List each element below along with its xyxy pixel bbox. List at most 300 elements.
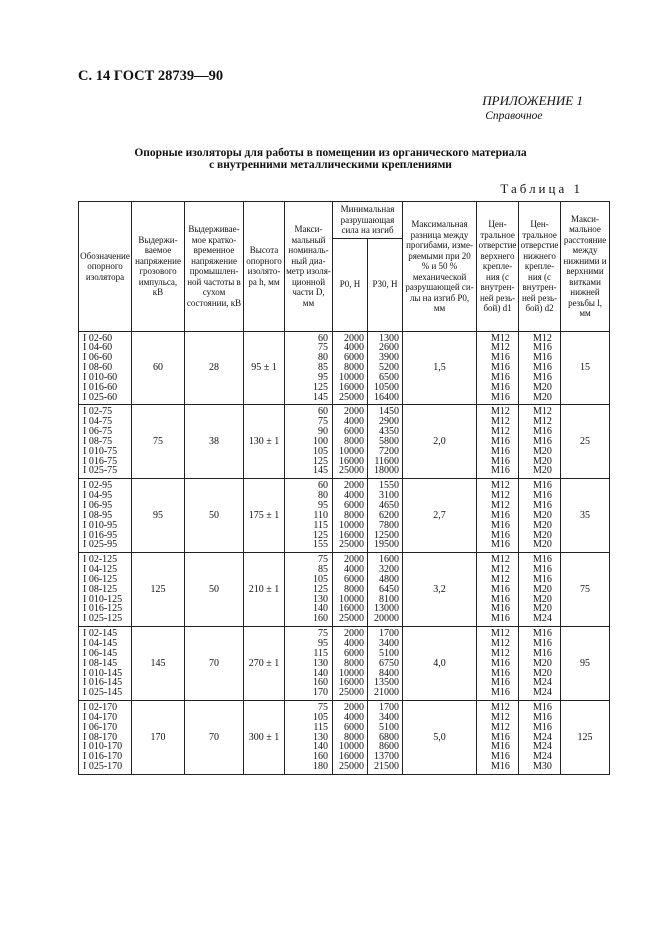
page-header: С. 14 ГОСТ 28739—90 — [78, 68, 224, 84]
cell-voltage-ac: 70 — [185, 627, 244, 701]
cell-diameter-value: 140 — [313, 667, 328, 679]
cell-d1-value: M16 — [491, 677, 510, 689]
cell-p0-value: 6000 — [344, 647, 364, 659]
cell-p0-value: 10000 — [339, 741, 364, 753]
cell-diameter-value: 100 — [313, 435, 328, 447]
cell-p30-value: 18000 — [374, 465, 400, 477]
header-d2: Центральное отверстие нижнего крепления (с внутренней резьбой) d2 — [519, 202, 561, 332]
cell-p30-value: 6450 — [379, 583, 400, 595]
cell-designation-value: I 04-60 — [83, 342, 113, 354]
cell-d1-value: M12 — [491, 573, 510, 585]
cell-deflection-diff: 2,0 — [403, 405, 477, 479]
cell-p0-value: 8000 — [344, 509, 364, 521]
cell-designation-value: I 08-60 — [83, 362, 113, 374]
cell-designation-value: I 010-145 — [83, 667, 123, 679]
header-height: Высота опорного изолятора h, мм — [244, 202, 285, 332]
cell-p30-value: 19500 — [374, 539, 400, 551]
cell-d2-value: M20 — [533, 657, 552, 669]
cell-p30-value: 4650 — [379, 500, 400, 511]
cell-designation-value: I 04-75 — [83, 416, 113, 428]
cell-d2-value: M16 — [533, 573, 552, 585]
cell-d1-value: M12 — [491, 721, 510, 733]
cell-p0-value: 4000 — [344, 637, 364, 649]
cell-diameter — [285, 331, 333, 405]
cell-d2-value: M24 — [533, 613, 552, 625]
table-number-label: Таблица 1 — [500, 181, 583, 196]
cell-p30-value: 1700 — [379, 702, 400, 714]
cell-designation — [79, 701, 132, 775]
cell-designation-value: I 04-170 — [83, 711, 118, 723]
cell-p0 — [333, 479, 368, 553]
cell-p30-value: 21500 — [374, 761, 400, 773]
cell-p30-value: 3900 — [379, 352, 400, 364]
cell-diameter-value: 75 — [318, 628, 328, 640]
cell-p30-value: 16400 — [374, 391, 400, 403]
cell-d1-value: M16 — [491, 761, 510, 773]
table-body — [79, 331, 610, 774]
cell-p30-value: 4800 — [379, 573, 400, 585]
cell-voltage-impulse: 75 — [132, 405, 185, 479]
cell-diameter-value: 130 — [313, 731, 328, 743]
cell-p0 — [333, 627, 368, 701]
cell-designation-value: I 02-125 — [83, 554, 118, 566]
cell-voltage-ac: 50 — [185, 553, 244, 627]
cell-diameter-value: 145 — [313, 391, 328, 403]
table-row — [79, 479, 610, 553]
cell-p30-value: 5200 — [379, 362, 400, 374]
cell-d1-value: M12 — [491, 332, 510, 344]
cell-p0-value: 16000 — [339, 529, 364, 541]
cell-d1-value: M16 — [491, 667, 510, 679]
cell-p0-value: 16000 — [339, 677, 364, 689]
header-name: Обозначение опорного изолятора — [79, 202, 132, 332]
cell-diameter-value: 125 — [313, 455, 328, 467]
cell-p30-value: 13700 — [374, 751, 400, 763]
cell-d2-value: M16 — [533, 500, 552, 511]
appendix-label — [482, 93, 583, 122]
cell-d1-value: M12 — [491, 564, 510, 576]
cell-d2-value: M16 — [533, 342, 552, 354]
table-row — [79, 701, 610, 775]
cell-d1-value: M16 — [491, 539, 510, 551]
cell-d2 — [519, 479, 561, 553]
cell-p30-value: 5100 — [379, 721, 400, 733]
cell-diameter-value: 110 — [313, 509, 328, 521]
cell-p30-value: 7200 — [379, 445, 400, 457]
cell-p0-value: 2000 — [344, 406, 364, 418]
cell-diameter-value: 130 — [313, 593, 328, 605]
cell-p0-value: 2000 — [344, 702, 364, 714]
cell-d2-value: M20 — [533, 529, 552, 541]
cell-d1-value: M12 — [491, 416, 510, 428]
cell-d2-value: M16 — [533, 480, 552, 492]
cell-p30-value: 3200 — [379, 564, 400, 576]
cell-p0-value: 4000 — [344, 564, 364, 576]
cell-p30-value: 3400 — [379, 637, 400, 649]
cell-designation-value: I 016-95 — [83, 529, 118, 541]
cell-p0-value: 25000 — [339, 613, 364, 625]
cell-d1 — [477, 701, 519, 775]
cell-d1-value: M16 — [491, 731, 510, 743]
cell-d1-value: M16 — [491, 455, 510, 467]
cell-diameter-value: 160 — [313, 613, 328, 625]
cell-diameter-value: 75 — [318, 342, 328, 354]
cell-designation-value: I 016-145 — [83, 677, 123, 689]
cell-d1 — [477, 627, 519, 701]
cell-d1-value: M16 — [491, 381, 510, 393]
cell-p0-value: 10000 — [339, 667, 364, 679]
cell-p0-value: 16000 — [339, 455, 364, 467]
cell-p30-value: 20000 — [374, 613, 400, 625]
cell-designation-value: I 010-75 — [83, 445, 118, 457]
cell-diameter-value: 75 — [318, 702, 328, 714]
cell-diameter-value: 125 — [313, 583, 328, 595]
cell-d1-value: M16 — [491, 529, 510, 541]
cell-d2 — [519, 553, 561, 627]
cell-diameter-value: 125 — [313, 381, 328, 393]
cell-d1 — [477, 553, 519, 627]
cell-designation — [79, 331, 132, 405]
cell-voltage-ac: 70 — [185, 701, 244, 775]
cell-diameter-value: 160 — [313, 677, 328, 689]
cell-d2-value: M20 — [533, 667, 552, 679]
cell-d2 — [519, 701, 561, 775]
cell-deflection-diff: 1,5 — [403, 331, 477, 405]
cell-height: 300 ± 1 — [244, 701, 285, 775]
cell-d1-value: M12 — [491, 637, 510, 649]
cell-d1 — [477, 331, 519, 405]
cell-d2-value: M16 — [533, 426, 552, 438]
cell-d2-value: M30 — [533, 761, 552, 773]
cell-diameter-value: 95 — [318, 500, 328, 511]
table-row — [79, 331, 610, 405]
cell-distance: 75 — [561, 553, 610, 627]
cell-designation-value: I 016-60 — [83, 381, 118, 393]
cell-p30-value: 8600 — [379, 741, 400, 753]
cell-height: 270 ± 1 — [244, 627, 285, 701]
cell-p30-value: 13500 — [374, 677, 400, 689]
cell-d2-value: M24 — [533, 741, 552, 753]
cell-height: 130 ± 1 — [244, 405, 285, 479]
cell-diameter-value: 60 — [318, 480, 328, 492]
cell-p30-value: 5100 — [379, 647, 400, 659]
cell-d1-value: M12 — [491, 426, 510, 438]
cell-designation — [79, 405, 132, 479]
cell-deflection-diff: 3,2 — [403, 553, 477, 627]
cell-d1-value: M16 — [491, 509, 510, 521]
cell-diameter-value: 105 — [313, 445, 328, 457]
cell-voltage-impulse: 125 — [132, 553, 185, 627]
cell-diameter — [285, 701, 333, 775]
cell-d1-value: M12 — [491, 406, 510, 418]
cell-designation — [79, 479, 132, 553]
cell-p0-value: 25000 — [339, 539, 364, 551]
cell-d1-value: M16 — [491, 751, 510, 763]
cell-d1-value: M12 — [491, 500, 510, 511]
cell-diameter-value: 160 — [313, 751, 328, 763]
header-d1: Центральное отверстие верхнего крепления (с внутренней резьбой) d1 — [477, 202, 519, 332]
cell-diameter-value: 85 — [318, 564, 328, 576]
cell-diameter-value: 180 — [313, 761, 328, 773]
cell-diameter-value: 125 — [313, 529, 328, 541]
cell-p30-value: 21000 — [374, 687, 400, 699]
table-row — [79, 627, 610, 701]
cell-designation-value: I 02-75 — [83, 406, 113, 418]
cell-distance: 25 — [561, 405, 610, 479]
table-title — [78, 147, 583, 171]
cell-d1-value: M16 — [491, 603, 510, 615]
cell-diameter-value: 105 — [313, 573, 328, 585]
header-distance: Максимальное расстояние между нижними и верхними витками нижней резьбы l, мм — [561, 202, 610, 332]
table-title-line-1: Опорные изоляторы для работы в помещении из органического материала — [134, 147, 527, 159]
cell-voltage-ac: 50 — [185, 479, 244, 553]
cell-diameter-value: 170 — [313, 687, 328, 699]
cell-p0-value: 16000 — [339, 751, 364, 763]
cell-designation-value: I 08-125 — [83, 583, 118, 595]
cell-d1-value: M16 — [491, 687, 510, 699]
cell-d2-value: M16 — [533, 564, 552, 576]
cell-designation-value: I 06-145 — [83, 647, 118, 659]
cell-p30-value: 6500 — [379, 371, 400, 383]
cell-p0-value: 2000 — [344, 628, 364, 640]
cell-diameter-value: 115 — [313, 647, 328, 659]
cell-d1-value: M16 — [491, 362, 510, 374]
cell-p0-value: 6000 — [344, 352, 364, 364]
cell-d1-value: M16 — [491, 391, 510, 403]
cell-p0-value: 10000 — [339, 519, 364, 531]
cell-d2-value: M24 — [533, 751, 552, 763]
cell-p30-value: 2600 — [379, 342, 400, 354]
cell-p0-value: 2000 — [344, 554, 364, 566]
cell-d2-value: M16 — [533, 435, 552, 447]
appendix-subtitle: Справочное — [485, 110, 543, 122]
cell-p30-value: 3400 — [379, 711, 400, 723]
cell-p30 — [368, 405, 403, 479]
cell-p0-value: 10000 — [339, 371, 364, 383]
cell-designation-value: I 010-170 — [83, 741, 123, 753]
cell-d1-value: M16 — [491, 445, 510, 457]
cell-p0-value: 16000 — [339, 381, 364, 393]
cell-voltage-impulse: 145 — [132, 627, 185, 701]
cell-p0-value: 25000 — [339, 687, 364, 699]
cell-diameter-value: 95 — [318, 637, 328, 649]
cell-p30-value: 13000 — [374, 603, 400, 615]
cell-designation-value: I 010-125 — [83, 593, 123, 605]
cell-d2-value: M16 — [533, 647, 552, 659]
cell-p30-value: 1300 — [379, 332, 400, 344]
cell-designation-value: I 025-75 — [83, 465, 118, 477]
cell-d2-value: M16 — [533, 554, 552, 566]
cell-designation-value: I 025-145 — [83, 687, 123, 699]
cell-d1 — [477, 405, 519, 479]
cell-voltage-impulse: 170 — [132, 701, 185, 775]
cell-d2-value: M20 — [533, 381, 552, 393]
cell-diameter-value: 60 — [318, 406, 328, 418]
cell-p0-value: 6000 — [344, 721, 364, 733]
cell-designation-value: I 025-125 — [83, 613, 123, 625]
cell-deflection-diff: 4,0 — [403, 627, 477, 701]
cell-p0-value: 2000 — [344, 332, 364, 344]
cell-p0 — [333, 331, 368, 405]
cell-designation-value: I 016-170 — [83, 751, 123, 763]
cell-d1-value: M16 — [491, 352, 510, 364]
cell-designation-value: I 08-145 — [83, 657, 118, 669]
cell-voltage-ac: 38 — [185, 405, 244, 479]
cell-p0 — [333, 405, 368, 479]
cell-d2 — [519, 331, 561, 405]
cell-designation-value: I 016-125 — [83, 603, 123, 615]
cell-p30-value: 11600 — [374, 455, 400, 467]
cell-designation-value: I 06-125 — [83, 573, 118, 585]
cell-d2-value: M12 — [533, 416, 552, 428]
cell-deflection-diff: 5,0 — [403, 701, 477, 775]
cell-d2 — [519, 627, 561, 701]
cell-distance: 35 — [561, 479, 610, 553]
cell-voltage-impulse: 95 — [132, 479, 185, 553]
cell-diameter — [285, 405, 333, 479]
header-p0: P0, Н — [333, 238, 368, 331]
cell-designation-value: I 06-75 — [83, 426, 113, 438]
cell-diameter-value: 145 — [313, 465, 328, 477]
cell-d1-value: M12 — [491, 628, 510, 640]
cell-diameter-value: 115 — [313, 519, 328, 531]
cell-d1 — [477, 479, 519, 553]
header-voltage-impulse: Выдерживаемое напряжение грозового импульса, кВ — [132, 202, 185, 332]
header-deflection-diff: Максимальная разница между прогибами, измеряемыми при 20 % и 50 % механической разрушающей силы на изгиб P0, мм — [403, 202, 477, 332]
cell-diameter — [285, 553, 333, 627]
cell-d2-value: M16 — [533, 637, 552, 649]
cell-p30-value: 12500 — [374, 529, 400, 541]
cell-designation-value: I 02-95 — [83, 480, 113, 492]
header-diameter: Максимальный номинальный диаметр изоляционной части D, мм — [285, 202, 333, 332]
cell-d2-value: M20 — [533, 465, 552, 477]
cell-d2 — [519, 405, 561, 479]
cell-p30-value: 7800 — [379, 519, 400, 531]
cell-d2-value: M16 — [533, 721, 552, 733]
table-title-line-2: с внутренними металлическими креплениями — [209, 159, 452, 171]
cell-d2-value: M20 — [533, 539, 552, 551]
cell-p30-value: 6200 — [379, 509, 400, 521]
cell-designation-value: I 02-60 — [83, 332, 113, 344]
cell-d2-value: M20 — [533, 509, 552, 521]
cell-d2-value: M20 — [533, 603, 552, 615]
cell-deflection-diff: 2,7 — [403, 479, 477, 553]
cell-d2-value: M24 — [533, 731, 552, 743]
cell-diameter-value: 115 — [313, 721, 328, 733]
header-p30: P30, Н — [368, 238, 403, 331]
cell-d2-value: M16 — [533, 352, 552, 364]
cell-diameter-value: 140 — [313, 603, 328, 615]
cell-designation-value: I 08-170 — [83, 731, 118, 743]
cell-designation-value: I 06-170 — [83, 721, 118, 733]
cell-p0-value: 8000 — [344, 583, 364, 595]
cell-d1-value: M12 — [491, 342, 510, 354]
cell-d2-value: M12 — [533, 332, 552, 344]
cell-p30 — [368, 331, 403, 405]
cell-d1-value: M16 — [491, 741, 510, 753]
cell-d1-value: M12 — [491, 711, 510, 723]
cell-p30 — [368, 553, 403, 627]
cell-d1-value: M16 — [491, 465, 510, 477]
cell-p0-value: 6000 — [344, 500, 364, 511]
cell-designation-value: I 04-125 — [83, 564, 118, 576]
cell-p0-value: 2000 — [344, 480, 364, 492]
cell-designation-value: I 016-75 — [83, 455, 118, 467]
cell-designation-value: I 06-60 — [83, 352, 113, 364]
cell-designation-value: I 025-60 — [83, 391, 118, 403]
cell-d2-value: M20 — [533, 391, 552, 403]
cell-d1-value: M12 — [491, 647, 510, 659]
cell-distance: 125 — [561, 701, 610, 775]
cell-designation-value: I 04-95 — [83, 490, 113, 502]
cell-d2-value: M24 — [533, 687, 552, 699]
cell-p30-value: 3100 — [379, 490, 400, 502]
cell-p30-value: 1700 — [379, 628, 400, 640]
cell-diameter-value: 130 — [313, 657, 328, 669]
cell-p30-value: 5800 — [379, 435, 400, 447]
cell-p30-value: 6750 — [379, 657, 400, 669]
cell-height: 210 ± 1 — [244, 553, 285, 627]
cell-d1-value: M12 — [491, 490, 510, 502]
cell-p0-value: 8000 — [344, 657, 364, 669]
cell-d2-value: M16 — [533, 711, 552, 723]
cell-p30 — [368, 627, 403, 701]
cell-designation-value: I 02-170 — [83, 702, 118, 714]
cell-designation-value: I 08-95 — [83, 509, 113, 521]
cell-d2-value: M16 — [533, 702, 552, 714]
cell-diameter-value: 75 — [318, 416, 328, 428]
cell-p30-value: 1600 — [379, 554, 400, 566]
cell-d2-value: M20 — [533, 445, 552, 457]
cell-p0-value: 25000 — [339, 391, 364, 403]
cell-p30-value: 8100 — [379, 593, 400, 605]
cell-d1-value: M16 — [491, 371, 510, 383]
cell-diameter-value: 105 — [313, 711, 328, 723]
cell-height: 95 ± 1 — [244, 331, 285, 405]
cell-designation — [79, 553, 132, 627]
cell-designation — [79, 627, 132, 701]
cell-d2-value: M24 — [533, 677, 552, 689]
table-row — [79, 553, 610, 627]
insulator-table — [78, 201, 610, 775]
cell-p0-value: 6000 — [344, 573, 364, 585]
cell-diameter — [285, 479, 333, 553]
cell-d1-value: M16 — [491, 435, 510, 447]
cell-designation-value: I 02-145 — [83, 628, 118, 640]
cell-designation-value: I 010-95 — [83, 519, 118, 531]
cell-designation-value: I 08-75 — [83, 435, 113, 447]
cell-diameter-value: 155 — [313, 539, 328, 551]
cell-d2-value: M12 — [533, 406, 552, 418]
cell-p30-value: 10500 — [374, 381, 400, 393]
header-voltage-ac: Выдерживаемое кратковременное напряжение промышленной частоты в сухом состоянии, кВ — [185, 202, 244, 332]
cell-p30 — [368, 701, 403, 775]
cell-distance: 15 — [561, 331, 610, 405]
cell-d2-value: M16 — [533, 362, 552, 374]
cell-diameter-value: 140 — [313, 741, 328, 753]
cell-voltage-impulse: 60 — [132, 331, 185, 405]
cell-d2-value: M16 — [533, 628, 552, 640]
cell-diameter-value: 75 — [318, 554, 328, 566]
cell-d2-value: M20 — [533, 519, 552, 531]
cell-p0-value: 8000 — [344, 731, 364, 743]
cell-diameter-value: 95 — [318, 371, 328, 383]
cell-d2-value: M20 — [533, 593, 552, 605]
cell-diameter-value: 90 — [318, 426, 328, 438]
cell-height: 175 ± 1 — [244, 479, 285, 553]
cell-d1-value: M12 — [491, 702, 510, 714]
cell-diameter — [285, 627, 333, 701]
